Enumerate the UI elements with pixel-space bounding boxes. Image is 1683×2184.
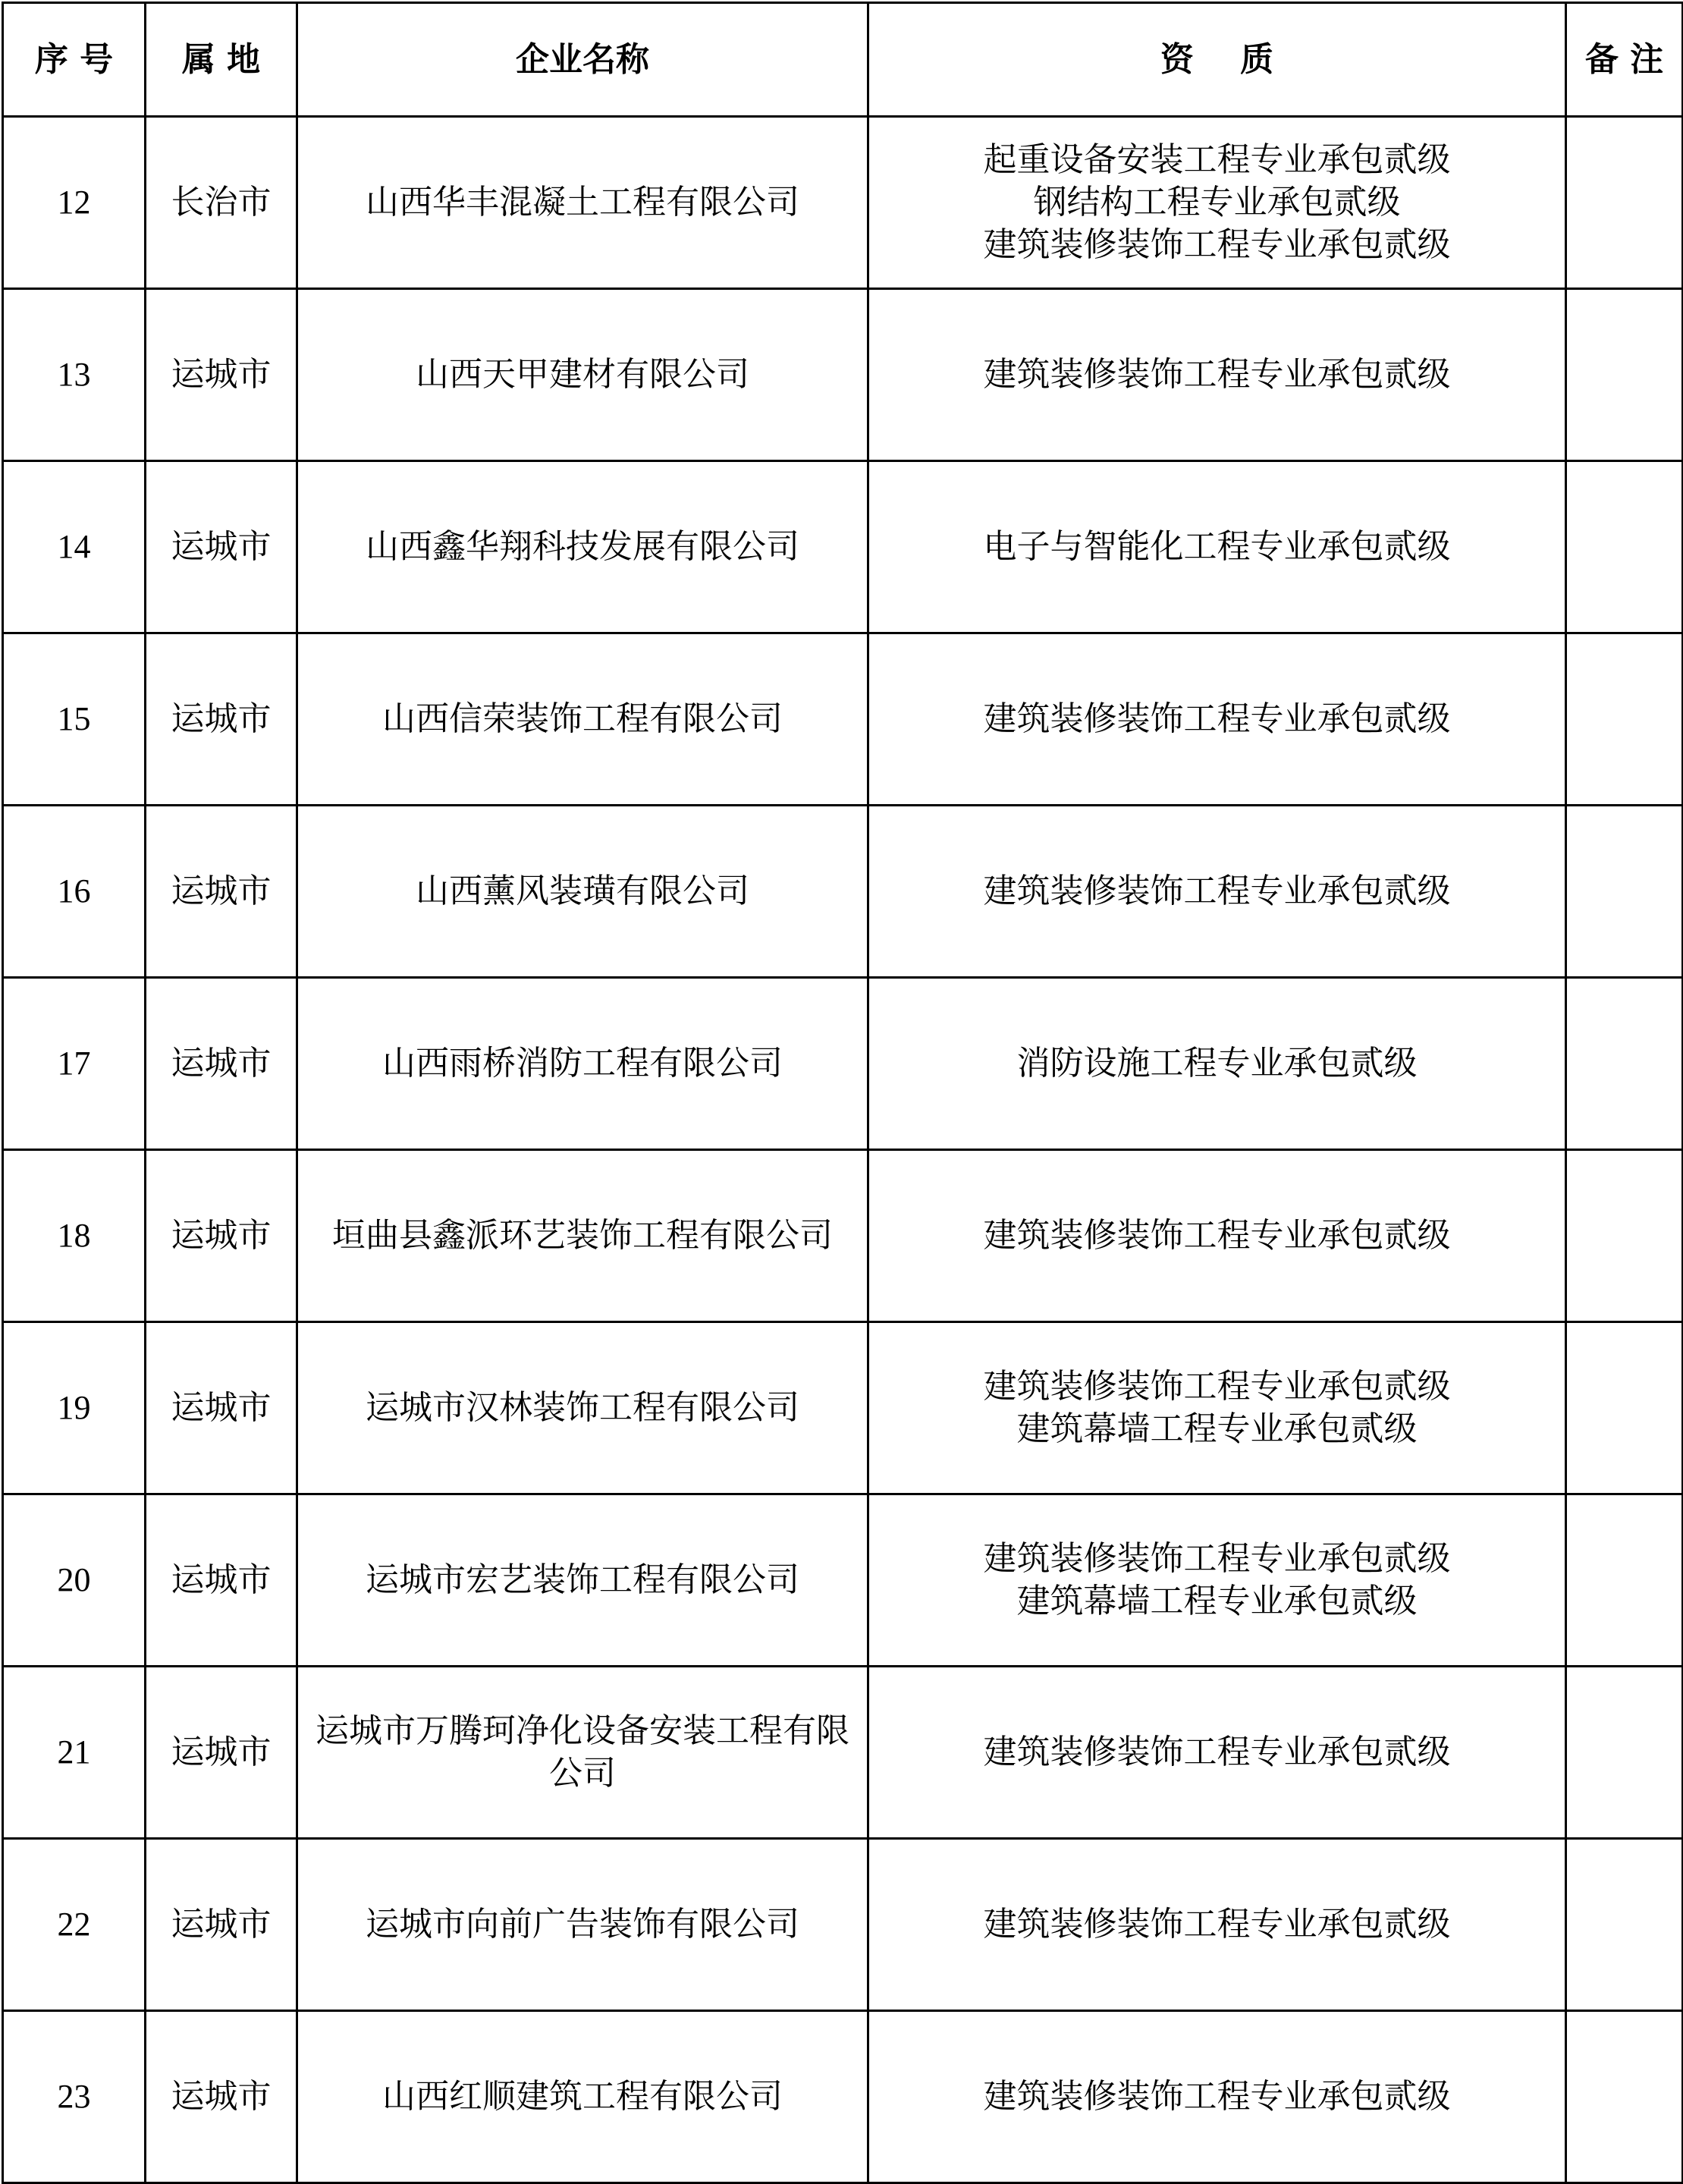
company-name-line: 公司 xyxy=(549,1754,616,1793)
header-row xyxy=(3,3,1683,117)
table-row xyxy=(3,633,1683,806)
company-name-line: 山西天甲建材有限公司 xyxy=(416,355,749,394)
cell-location: 运城市 xyxy=(146,1150,297,1322)
cell-remarks xyxy=(1566,1150,1683,1322)
table-row xyxy=(3,978,1683,1150)
header-company: 企业名称 xyxy=(297,3,868,117)
cell-qualification xyxy=(868,633,1566,806)
company-name-line: 垣曲县鑫派环艺装饰工程有限公司 xyxy=(332,1216,833,1255)
cell-remarks xyxy=(1566,633,1683,806)
table-row xyxy=(3,461,1683,633)
table-row xyxy=(3,289,1683,461)
header-location: 属 地 xyxy=(146,3,297,117)
cell-seq: 17 xyxy=(3,978,146,1150)
qualification-line: 建筑装修装饰工程专业承包贰级 xyxy=(983,225,1451,264)
company-name-line: 运城市向前广告装饰有限公司 xyxy=(366,1905,799,1944)
cell-seq: 14 xyxy=(3,461,146,633)
qualification-line: 建筑装修装饰工程专业承包贰级 xyxy=(983,1539,1451,1578)
cell-location: 运城市 xyxy=(146,289,297,461)
cell-company xyxy=(297,633,868,806)
cell-company xyxy=(297,2011,868,2183)
qualification-line: 建筑装修装饰工程专业承包贰级 xyxy=(983,1367,1451,1406)
cell-seq: 20 xyxy=(3,1494,146,1667)
cell-qualification xyxy=(868,1839,1566,2011)
table-body xyxy=(3,117,1683,2183)
header-remarks: 备 注 xyxy=(1566,3,1683,117)
cell-location: 运城市 xyxy=(146,633,297,806)
cell-company xyxy=(297,1494,868,1667)
cell-location: 运城市 xyxy=(146,978,297,1150)
qualification-line: 建筑装修装饰工程专业承包贰级 xyxy=(983,1733,1451,1771)
cell-seq: 21 xyxy=(3,1667,146,1839)
header-seq: 序 号 xyxy=(3,3,146,117)
cell-company xyxy=(297,1150,868,1322)
cell-company xyxy=(297,461,868,633)
table-row xyxy=(3,117,1683,289)
qualification-line: 建筑装修装饰工程专业承包贰级 xyxy=(983,872,1451,910)
cell-qualification xyxy=(868,2011,1566,2183)
company-name-line: 山西华丰混凝土工程有限公司 xyxy=(366,183,799,222)
company-name-line: 山西信荣装饰工程有限公司 xyxy=(382,699,783,738)
cell-seq: 23 xyxy=(3,2011,146,2183)
table-row xyxy=(3,1150,1683,1322)
cell-seq: 22 xyxy=(3,1839,146,2011)
qualification-line: 建筑幕墙工程专业承包贰级 xyxy=(1016,1409,1418,1448)
cell-location: 长治市 xyxy=(146,117,297,289)
cell-qualification xyxy=(868,289,1566,461)
cell-qualification xyxy=(868,1150,1566,1322)
qualification-line: 建筑装修装饰工程专业承包贰级 xyxy=(983,699,1451,738)
cell-remarks xyxy=(1566,461,1683,633)
enterprise-qualification-table xyxy=(2,2,1683,2184)
cell-remarks xyxy=(1566,1322,1683,1494)
cell-qualification xyxy=(868,117,1566,289)
cell-remarks xyxy=(1566,806,1683,978)
cell-qualification xyxy=(868,978,1566,1150)
table-row xyxy=(3,1494,1683,1667)
company-name-line: 山西雨桥消防工程有限公司 xyxy=(382,1044,783,1083)
table-row xyxy=(3,806,1683,978)
cell-company xyxy=(297,1667,868,1839)
cell-remarks xyxy=(1566,289,1683,461)
cell-company xyxy=(297,978,868,1150)
cell-location: 运城市 xyxy=(146,1322,297,1494)
cell-seq: 19 xyxy=(3,1322,146,1494)
table-row xyxy=(3,1667,1683,1839)
company-name-line: 运城市汉林装饰工程有限公司 xyxy=(366,1388,799,1427)
cell-qualification xyxy=(868,1322,1566,1494)
company-name-line: 山西薰风装璜有限公司 xyxy=(416,872,749,910)
cell-remarks xyxy=(1566,1839,1683,2011)
cell-remarks xyxy=(1566,978,1683,1150)
cell-company xyxy=(297,289,868,461)
cell-remarks xyxy=(1566,2011,1683,2183)
qualification-line: 建筑装修装饰工程专业承包贰级 xyxy=(983,1216,1451,1255)
cell-seq: 16 xyxy=(3,806,146,978)
qualification-line: 建筑装修装饰工程专业承包贰级 xyxy=(983,355,1451,394)
table-row xyxy=(3,1322,1683,1494)
cell-remarks xyxy=(1566,1667,1683,1839)
qualification-line: 建筑装修装饰工程专业承包贰级 xyxy=(983,1905,1451,1944)
company-name-line: 运城市万腾珂净化设备安装工程有限 xyxy=(316,1711,849,1750)
qualification-line: 建筑装修装饰工程专业承包贰级 xyxy=(983,2077,1451,2116)
cell-remarks xyxy=(1566,117,1683,289)
qualification-line: 建筑幕墙工程专业承包贰级 xyxy=(1016,1582,1418,1620)
cell-seq: 12 xyxy=(3,117,146,289)
cell-company xyxy=(297,117,868,289)
cell-qualification xyxy=(868,461,1566,633)
table-row xyxy=(3,1839,1683,2011)
cell-company xyxy=(297,1322,868,1494)
cell-seq: 15 xyxy=(3,633,146,806)
company-name-line: 山西鑫华翔科技发展有限公司 xyxy=(366,527,799,566)
company-name-line: 运城市宏艺装饰工程有限公司 xyxy=(366,1560,799,1599)
cell-location: 运城市 xyxy=(146,1667,297,1839)
cell-company xyxy=(297,806,868,978)
company-name-line: 山西红顺建筑工程有限公司 xyxy=(382,2077,783,2116)
table-row xyxy=(3,2011,1683,2183)
cell-qualification xyxy=(868,1494,1566,1667)
cell-qualification xyxy=(868,1667,1566,1839)
qualification-line: 起重设备安装工程专业承包贰级 xyxy=(983,140,1451,179)
header-qualification: 资 质 xyxy=(868,3,1566,117)
cell-location: 运城市 xyxy=(146,806,297,978)
cell-location: 运城市 xyxy=(146,461,297,633)
cell-seq: 13 xyxy=(3,289,146,461)
cell-location: 运城市 xyxy=(146,2011,297,2183)
cell-location: 运城市 xyxy=(146,1839,297,2011)
cell-remarks xyxy=(1566,1494,1683,1667)
qualification-line: 电子与智能化工程专业承包贰级 xyxy=(983,527,1451,566)
qualification-line: 消防设施工程专业承包贰级 xyxy=(1016,1044,1418,1083)
cell-company xyxy=(297,1839,868,2011)
cell-location: 运城市 xyxy=(146,1494,297,1667)
qualification-line: 钢结构工程专业承包贰级 xyxy=(1033,183,1401,222)
cell-qualification xyxy=(868,806,1566,978)
cell-seq: 18 xyxy=(3,1150,146,1322)
